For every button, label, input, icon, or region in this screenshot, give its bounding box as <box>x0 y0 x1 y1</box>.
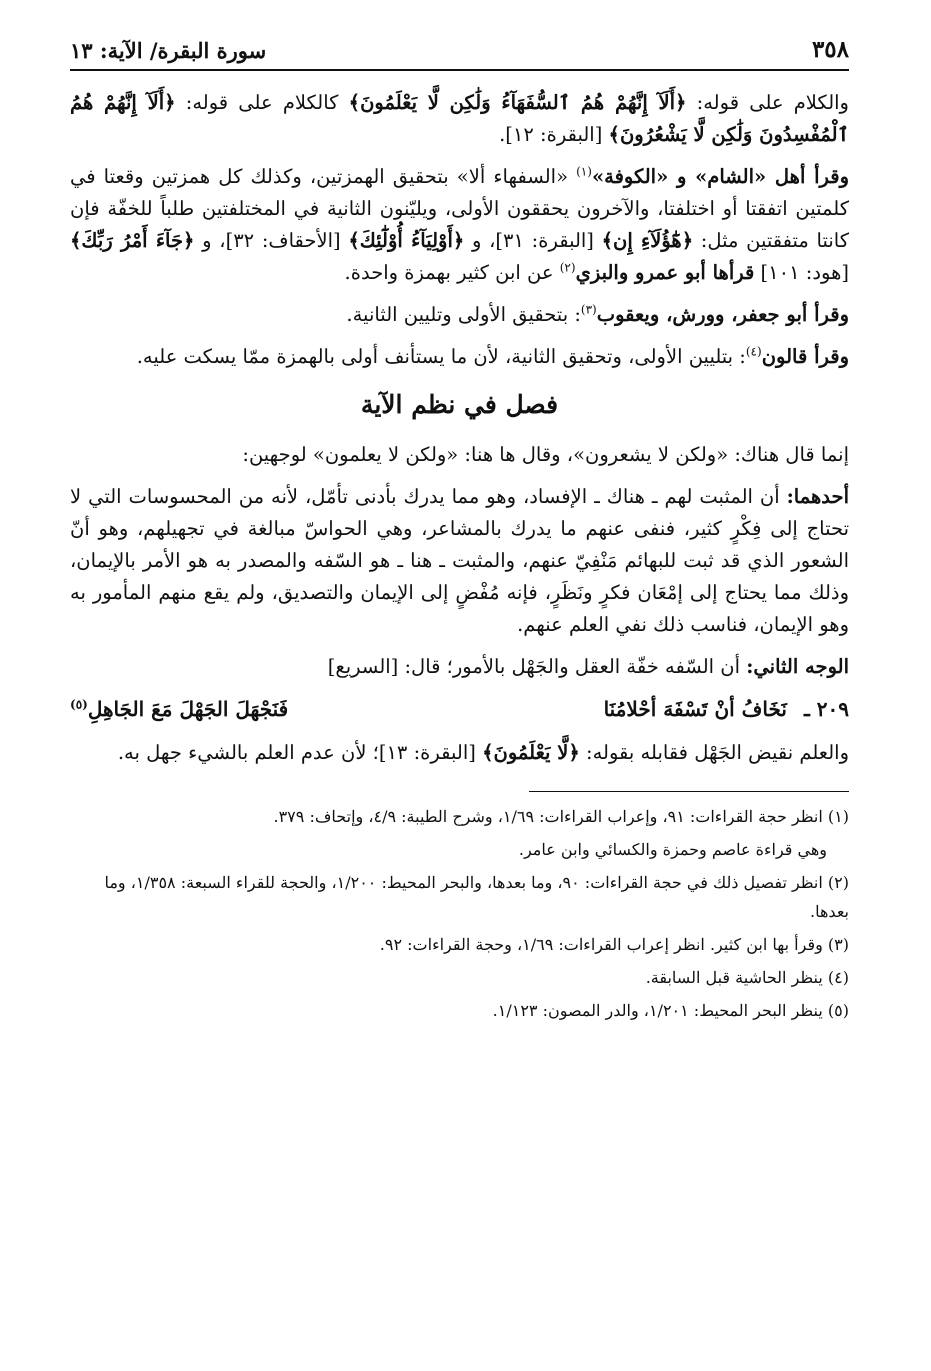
verse-first-hemistich <box>604 693 849 725</box>
text-run: إنما قال هناك: «ولكن لا يشعرون»، وقال ها هنا: «ولكن لا يعلمون» لوجهين: <box>242 443 849 466</box>
footnote-ref: (٢) <box>559 260 576 275</box>
quran-quote: ﴿أَلَآ إِنَّهُمْ هُمُ ٱلْمُفْسِدُونَ وَلَٰكِن لَّا يَشْعُرُونَ﴾ <box>70 91 849 146</box>
text-run: «السفهاء ألا» بتحقيق الهمزتين، وكذلك كل همزتين وقعتا في كلمتين اتفقتا أو اختلفتا، والآخرون يحققون الأولى، ويليّنون الثانية في المختلفتين طلباً للخفّة فإن كانتا متفقتين مثل: <box>70 165 850 252</box>
footnote <box>70 802 849 831</box>
bold-text: أحدهما: <box>786 485 849 508</box>
text-run: : بتليين الأولى، وتحقيق الثانية، لأن ما يستأنف أولى بالهمزة ممّا يسكت عليه. <box>136 345 746 368</box>
footnote-ref: (٣) <box>580 302 597 317</box>
footnote-number: (٥) <box>822 1001 849 1020</box>
verse-second-hemistich <box>70 693 288 725</box>
footnote-ref: (٤) <box>745 344 762 359</box>
footnote-number: (٢) <box>822 873 849 892</box>
footnote-text: وقرأ بها ابن كثير. انظر إعراب القراءات: ١/٦٩، وحجة القراءات: ٩٢. <box>379 935 823 954</box>
footnote-text: انظر حجة القراءات: ٩١، وإعراب القراءات: ١/٦٩، وشرح الطيبة: ٤/٩، وإتحاف: ٣٧٩. <box>273 807 823 826</box>
text-run: [البقرة: ٣١]، و <box>464 229 602 252</box>
main-text <box>70 87 849 769</box>
paragraph <box>70 737 849 769</box>
quran-quote: ﴿جَآءَ أَمْرُ رَبِّكَ﴾ <box>70 229 195 252</box>
page-number: ٣٥٨ <box>811 36 849 63</box>
paragraph-group-2 <box>70 439 849 683</box>
bold-text: وقرأ قالون <box>761 345 849 368</box>
text-run: والعلم نقيض الجَهْل فقابله بقوله: <box>579 741 849 764</box>
paragraph-group-1 <box>70 87 849 373</box>
poetry-verse <box>70 693 849 725</box>
paragraph-group-3 <box>70 737 849 769</box>
verse-hemistich-2: فَنَجْهَلَ الجَهْلَ مَعَ الجَاهِلِ <box>87 697 289 721</box>
footnote <box>70 996 849 1025</box>
text-run: [هود: ١٠١] <box>754 261 849 284</box>
bold-text: وقرأ أهل «الشام» و «الكوفة» <box>591 165 849 188</box>
footnotes <box>70 802 849 1025</box>
bold-text: الوجه الثاني: <box>746 655 849 678</box>
verse-number: ٢٠٩ ـ <box>803 697 849 721</box>
running-title: سورة البقرة/ الآية: ١٣ <box>70 38 267 63</box>
footnote-ref: (١) <box>576 164 592 179</box>
quran-quote: ﴿أَوْلِيَآءُ أُوْلَٰٓئِكَ﴾ <box>348 229 465 252</box>
text-run: والكلام على قوله: <box>686 91 849 114</box>
quran-quote: ﴿لَّا يَعْلَمُونَ﴾ <box>482 741 580 764</box>
page-header <box>70 36 849 71</box>
footnote-text: ينظر البحر المحيط: ١/٢٠١، والدر المصون: ١/١٢٣. <box>492 1001 823 1020</box>
text-run: [الأحقاف: ٣٢]، و <box>194 229 349 252</box>
footnote <box>70 930 849 959</box>
paragraph <box>70 161 849 289</box>
footnote <box>70 868 849 926</box>
paragraph <box>70 481 849 641</box>
text-run: كالكلام على قوله: <box>175 91 349 114</box>
quran-quote: ﴿هَٰٓؤُلَآءِ إِن﴾ <box>601 229 694 252</box>
footnote-text: انظر تفصيل ذلك في حجة القراءات: ٩٠، وما بعدها، والبحر المحيط: ١/٢٠٠، والحجة للقراء السبعة: ١/٣٥٨، وما بعدها. <box>104 873 849 921</box>
section-heading: فصل في نظم الآية <box>360 390 559 419</box>
paragraph <box>70 87 849 151</box>
footnote-continuation: وهي قراءة عاصم وحمزة والكسائي وابن عامر. <box>518 840 827 859</box>
paragraph <box>70 439 849 471</box>
text-run: [البقرة: ١٢]. <box>499 123 609 146</box>
text-run: أن المثبت لهم ـ هناك ـ الإفساد، وهو مما يدرك بأدنى تأمّل، لأنه من المحسوسات التي لا تحتاج إلى فِكْرٍ كثير، فنفى عنهم ما يدرك بالمشاعر، وهي الحواسّ مبالغة في تجهيلهم، وهو أنّ الشعور الذي قد ثبت للبهائم مَنْفِيّ عنهم، والمثبت ـ هنا ـ هو السّفه والمصدر به هو الأمر بالإيمان، وذلك مما يحتاج إلى إمْعَان فكرٍ ونَظَرٍ، فإنه مُفْضٍ إلى الإيمان والتصديق، ولم يقع منهم المأمور به وهو الإيمان، فناسب ذلك نفي العلم عنهم. <box>70 485 849 636</box>
paragraph <box>70 341 849 373</box>
footnote-text: ينظر الحاشية قبل السابقة. <box>645 968 823 987</box>
quran-quote: ﴿أَلَآ إِنَّهُمْ هُمُ ٱلسُّفَهَآءُ وَلَٰكِن لَّا يَعْلَمُونَ﴾ <box>348 91 687 114</box>
footnote <box>70 963 849 992</box>
verse-footnote-ref: (٥) <box>70 697 88 712</box>
footnote-number: (٣) <box>822 935 849 954</box>
bold-text: وقرأ أبو جعفر، وورش، ويعقوب <box>596 303 849 326</box>
text-run: [البقرة: ١٣]؛ لأن عدم العلم بالشيء جهل به. <box>117 741 483 764</box>
paragraph <box>70 651 849 683</box>
footnote-number: (١) <box>822 807 849 826</box>
text-run: عن ابن كثير بهمزة واحدة. <box>344 261 560 284</box>
footnote-separator <box>529 791 849 792</box>
text-run: : بتحقيق الأولى وتليين الثانية. <box>346 303 581 326</box>
bold-text: قرأها أبو عمرو والبزي <box>575 261 755 284</box>
verse-hemistich-1: نَخَافُ أنْ تَسْفَهَ أحْلامُنَا <box>603 697 787 721</box>
paragraph <box>70 299 849 331</box>
text-run: أن السّفه خفّة العقل والجَهْل بالأمور؛ قال: [السريع] <box>327 655 747 678</box>
footnote-number: (٤) <box>822 968 849 987</box>
